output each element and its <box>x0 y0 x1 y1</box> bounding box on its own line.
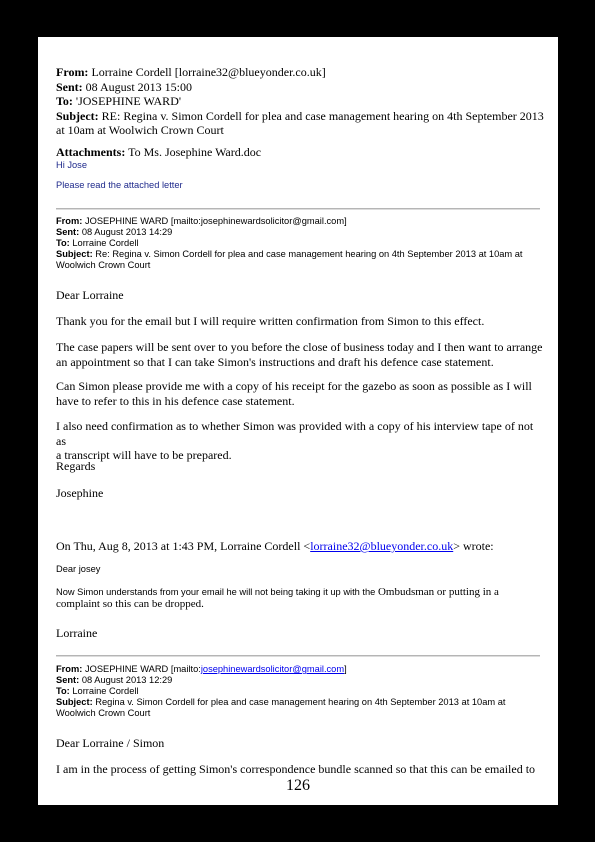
email3-greeting: Dear Lorraine / Simon <box>56 736 165 750</box>
sent-value: 08 August 2013 14:29 <box>81 227 173 237</box>
email3-paragraph-1: I am in the process of getting Simon's correspondence bundle scanned so that this can be emailed to <box>56 762 536 776</box>
subject-value: Regina v. Simon Cordell for plea and case management hearing on 4th September 2013 at 10am at <box>95 697 506 707</box>
from-label: From: <box>56 664 83 674</box>
subject-label: Subject: <box>56 249 93 259</box>
sent-label: Sent: <box>56 79 83 94</box>
attachments-label: Attachments: <box>56 145 126 159</box>
email2-paragraph-4 <box>56 419 546 463</box>
paragraph-line: have to refer to this in his defence case statement. <box>56 393 295 408</box>
subject-value: RE: Regina v. Simon Cordell for plea and case management hearing on 4th September 2013 <box>101 108 544 123</box>
subject-value-continued: Woolwich Crown Court <box>56 260 151 270</box>
subject-value-continued: at 10am at Woolwich Crown Court <box>56 123 224 137</box>
to-value: Lorraine Cordell <box>72 238 139 248</box>
subject-value-continued: Woolwich Crown Court <box>56 708 151 718</box>
email2-paragraph-2 <box>56 340 546 369</box>
quote-greeting: Dear josey <box>56 564 101 574</box>
email2-paragraph-1: Thank you for the email but I will require written confirmation from Simon to this effect. <box>56 314 485 328</box>
paragraph-line: I also need confirmation as to whether Simon was provided with a copy of his interview tape of not as <box>56 419 534 448</box>
email2-signature: Josephine <box>56 486 104 500</box>
from-value: Lorraine Cordell [lorraine32@blueyonder.co.uk] <box>91 65 326 79</box>
from-value-suffix: ] <box>344 664 347 674</box>
from-value: JOSEPHINE WARD [mailto: <box>84 664 201 674</box>
divider <box>56 208 540 210</box>
paragraph-line: The case papers will be sent over to you before the close of business today and I then want to arrange <box>56 340 543 354</box>
subject-label: Subject: <box>56 697 93 707</box>
email2-paragraph-3 <box>56 379 546 408</box>
sent-value: 08 August 2013 12:29 <box>81 675 173 685</box>
subject-label: Subject: <box>56 108 99 123</box>
email1-body-text: Please read the attached letter <box>56 180 183 190</box>
paragraph-line: a transcript will have to be prepared. <box>56 448 232 462</box>
to-value: 'JOSEPHINE WARD' <box>75 94 182 108</box>
to-label: To: <box>56 238 70 248</box>
quote-text: Now Simon understands from your email he will not being taking it up with the <box>56 587 378 597</box>
attachments-line <box>56 145 546 160</box>
quote-signoff: Lorraine <box>56 626 98 640</box>
email-link[interactable]: lorraine32@blueyonder.co.uk <box>310 539 454 553</box>
paragraph-line: Can Simon please provide me with a copy of his receipt for the gazebo as soon as possible as I will <box>56 379 532 393</box>
to-label: To: <box>56 94 73 108</box>
paragraph-line: an appointment so that I can take Simon's instructions and draft his defence case statement. <box>56 354 494 369</box>
sent-value: 08 August 2013 15:00 <box>85 79 193 94</box>
email2-regards: Regards <box>56 459 96 473</box>
email2-header <box>56 216 546 271</box>
quote-text-serif: Ombudsman or putting in a <box>377 586 499 598</box>
to-label: To: <box>56 686 70 696</box>
sent-label: Sent: <box>56 227 80 237</box>
quote-text-line2: complaint so this can be dropped. <box>56 598 204 610</box>
quote-intro-suffix: > wrote: <box>453 539 494 553</box>
from-label: From: <box>56 65 89 79</box>
email1-header <box>56 65 546 138</box>
subject-value: Re: Regina v. Simon Cordell for plea and case management hearing on 4th September 2013 at 10am at <box>95 249 523 259</box>
quote-intro-text: On Thu, Aug 8, 2013 at 1:43 PM, Lorraine Cordell < <box>56 539 311 553</box>
attachment-filename[interactable]: To Ms. Josephine Ward.doc <box>128 145 262 159</box>
quote-intro <box>56 539 546 554</box>
email3-header <box>56 664 546 719</box>
document-page <box>38 37 558 805</box>
page-number: 126 <box>286 777 310 794</box>
quote-body <box>56 587 546 611</box>
email2-greeting: Dear Lorraine <box>56 288 124 302</box>
to-value: Lorraine Cordell <box>72 686 139 696</box>
email1-body-greeting: Hi Jose <box>56 160 88 170</box>
from-label: From: <box>56 216 83 226</box>
email-link[interactable]: josephinewardsolicitor@gmail.com <box>200 664 345 674</box>
divider <box>56 655 540 657</box>
sent-label: Sent: <box>56 675 80 685</box>
from-value: JOSEPHINE WARD [mailto:josephinewardsolicitor@gmail.com] <box>84 216 347 226</box>
